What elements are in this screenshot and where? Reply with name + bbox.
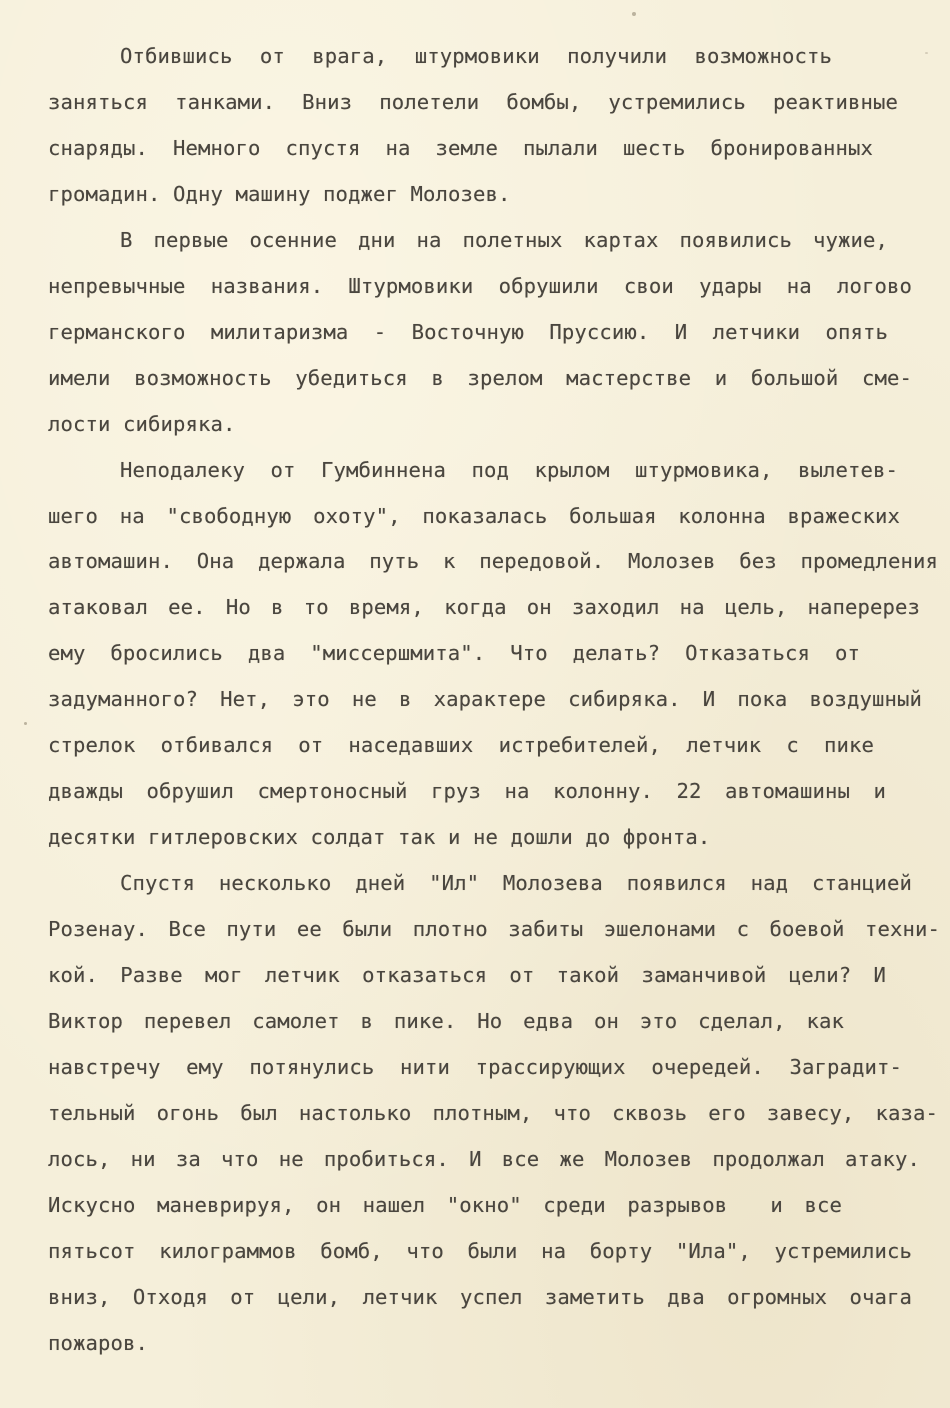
- text-line: вниз, Отходя от цели, летчик успел заметить два огромных очага: [48, 1285, 912, 1309]
- text-line: пятьсот килограммов бомб, что были на борту "Ила", устремились: [48, 1239, 912, 1263]
- text-line: громадин. Одну машину поджег Молозев.: [48, 182, 511, 206]
- ink-speck: [925, 52, 928, 54]
- text-line: навстречу ему потянулись нити трассирующих очередей. Заградит-: [48, 1055, 902, 1079]
- text-line: тельный огонь был настолько плотным, что сквозь его завесу, каза-: [48, 1101, 938, 1125]
- text-line: атаковал ее. Но в то время, когда он заходил на цель, наперерез: [48, 595, 920, 619]
- text-line: имели возможность убедиться в зрелом мастерстве и большой сме-: [48, 366, 912, 390]
- text-line: Спустя несколько дней "Ил" Молозева появился над станцией: [120, 871, 912, 895]
- ink-speck: [632, 12, 636, 16]
- ink-speck: [24, 722, 27, 725]
- text-line: десятки гитлеровских солдат так и не дошли до фронта.: [48, 825, 711, 849]
- text-line: лось, ни за что не пробиться. И все же Молозев продолжал атаку.: [48, 1147, 920, 1171]
- text-line: Неподалеку от Гумбиннена под крылом штурмовика, вылетев-: [120, 458, 898, 482]
- text-line: кой. Разве мог летчик отказаться от такой заманчивой цели? И: [48, 963, 886, 987]
- text-line: ему бросились два "миссершмита". Что делать? Отказаться от: [48, 641, 860, 665]
- text-line: Отбившись от врага, штурмовики получили возможность: [120, 44, 832, 68]
- text-line: задуманного? Нет, это не в характере сибиряка. И пока воздушный: [48, 687, 922, 711]
- text-line: автомашин. Она держала путь к передовой. Молозев без промедления: [48, 549, 938, 573]
- text-line: стрелок отбивался от наседавших истребителей, летчик с пике: [48, 733, 874, 757]
- text-line: германского милитаризма - Восточную Пруссию. И летчики опять: [48, 320, 888, 344]
- text-line: Виктор перевел самолет в пике. Но едва он это сделал, как: [48, 1009, 844, 1033]
- text-line: Искусно маневрируя, он нашел "окно" среди разрывов и все: [48, 1193, 842, 1217]
- text-line: В первые осенние дни на полетных картах появились чужие,: [120, 228, 888, 252]
- text-line: снаряды. Немного спустя на земле пылали шесть бронированных: [48, 136, 873, 160]
- text-line: Розенау. Все пути ее были плотно забиты эшелонами с боевой техни-: [48, 917, 940, 941]
- text-line: лости сибиряка.: [48, 412, 236, 436]
- text-line: заняться танками. Вниз полетели бомбы, устремились реактивные: [48, 90, 898, 114]
- text-line: дважды обрушил смертоносный груз на колонну. 22 автомашины и: [48, 779, 886, 803]
- text-line: непревычные названия. Штурмовики обрушили свои удары на логово: [48, 274, 912, 298]
- text-line: шего на "свободную охоту", показалась большая колонна вражеских: [48, 504, 900, 528]
- text-line: пожаров.: [48, 1331, 148, 1355]
